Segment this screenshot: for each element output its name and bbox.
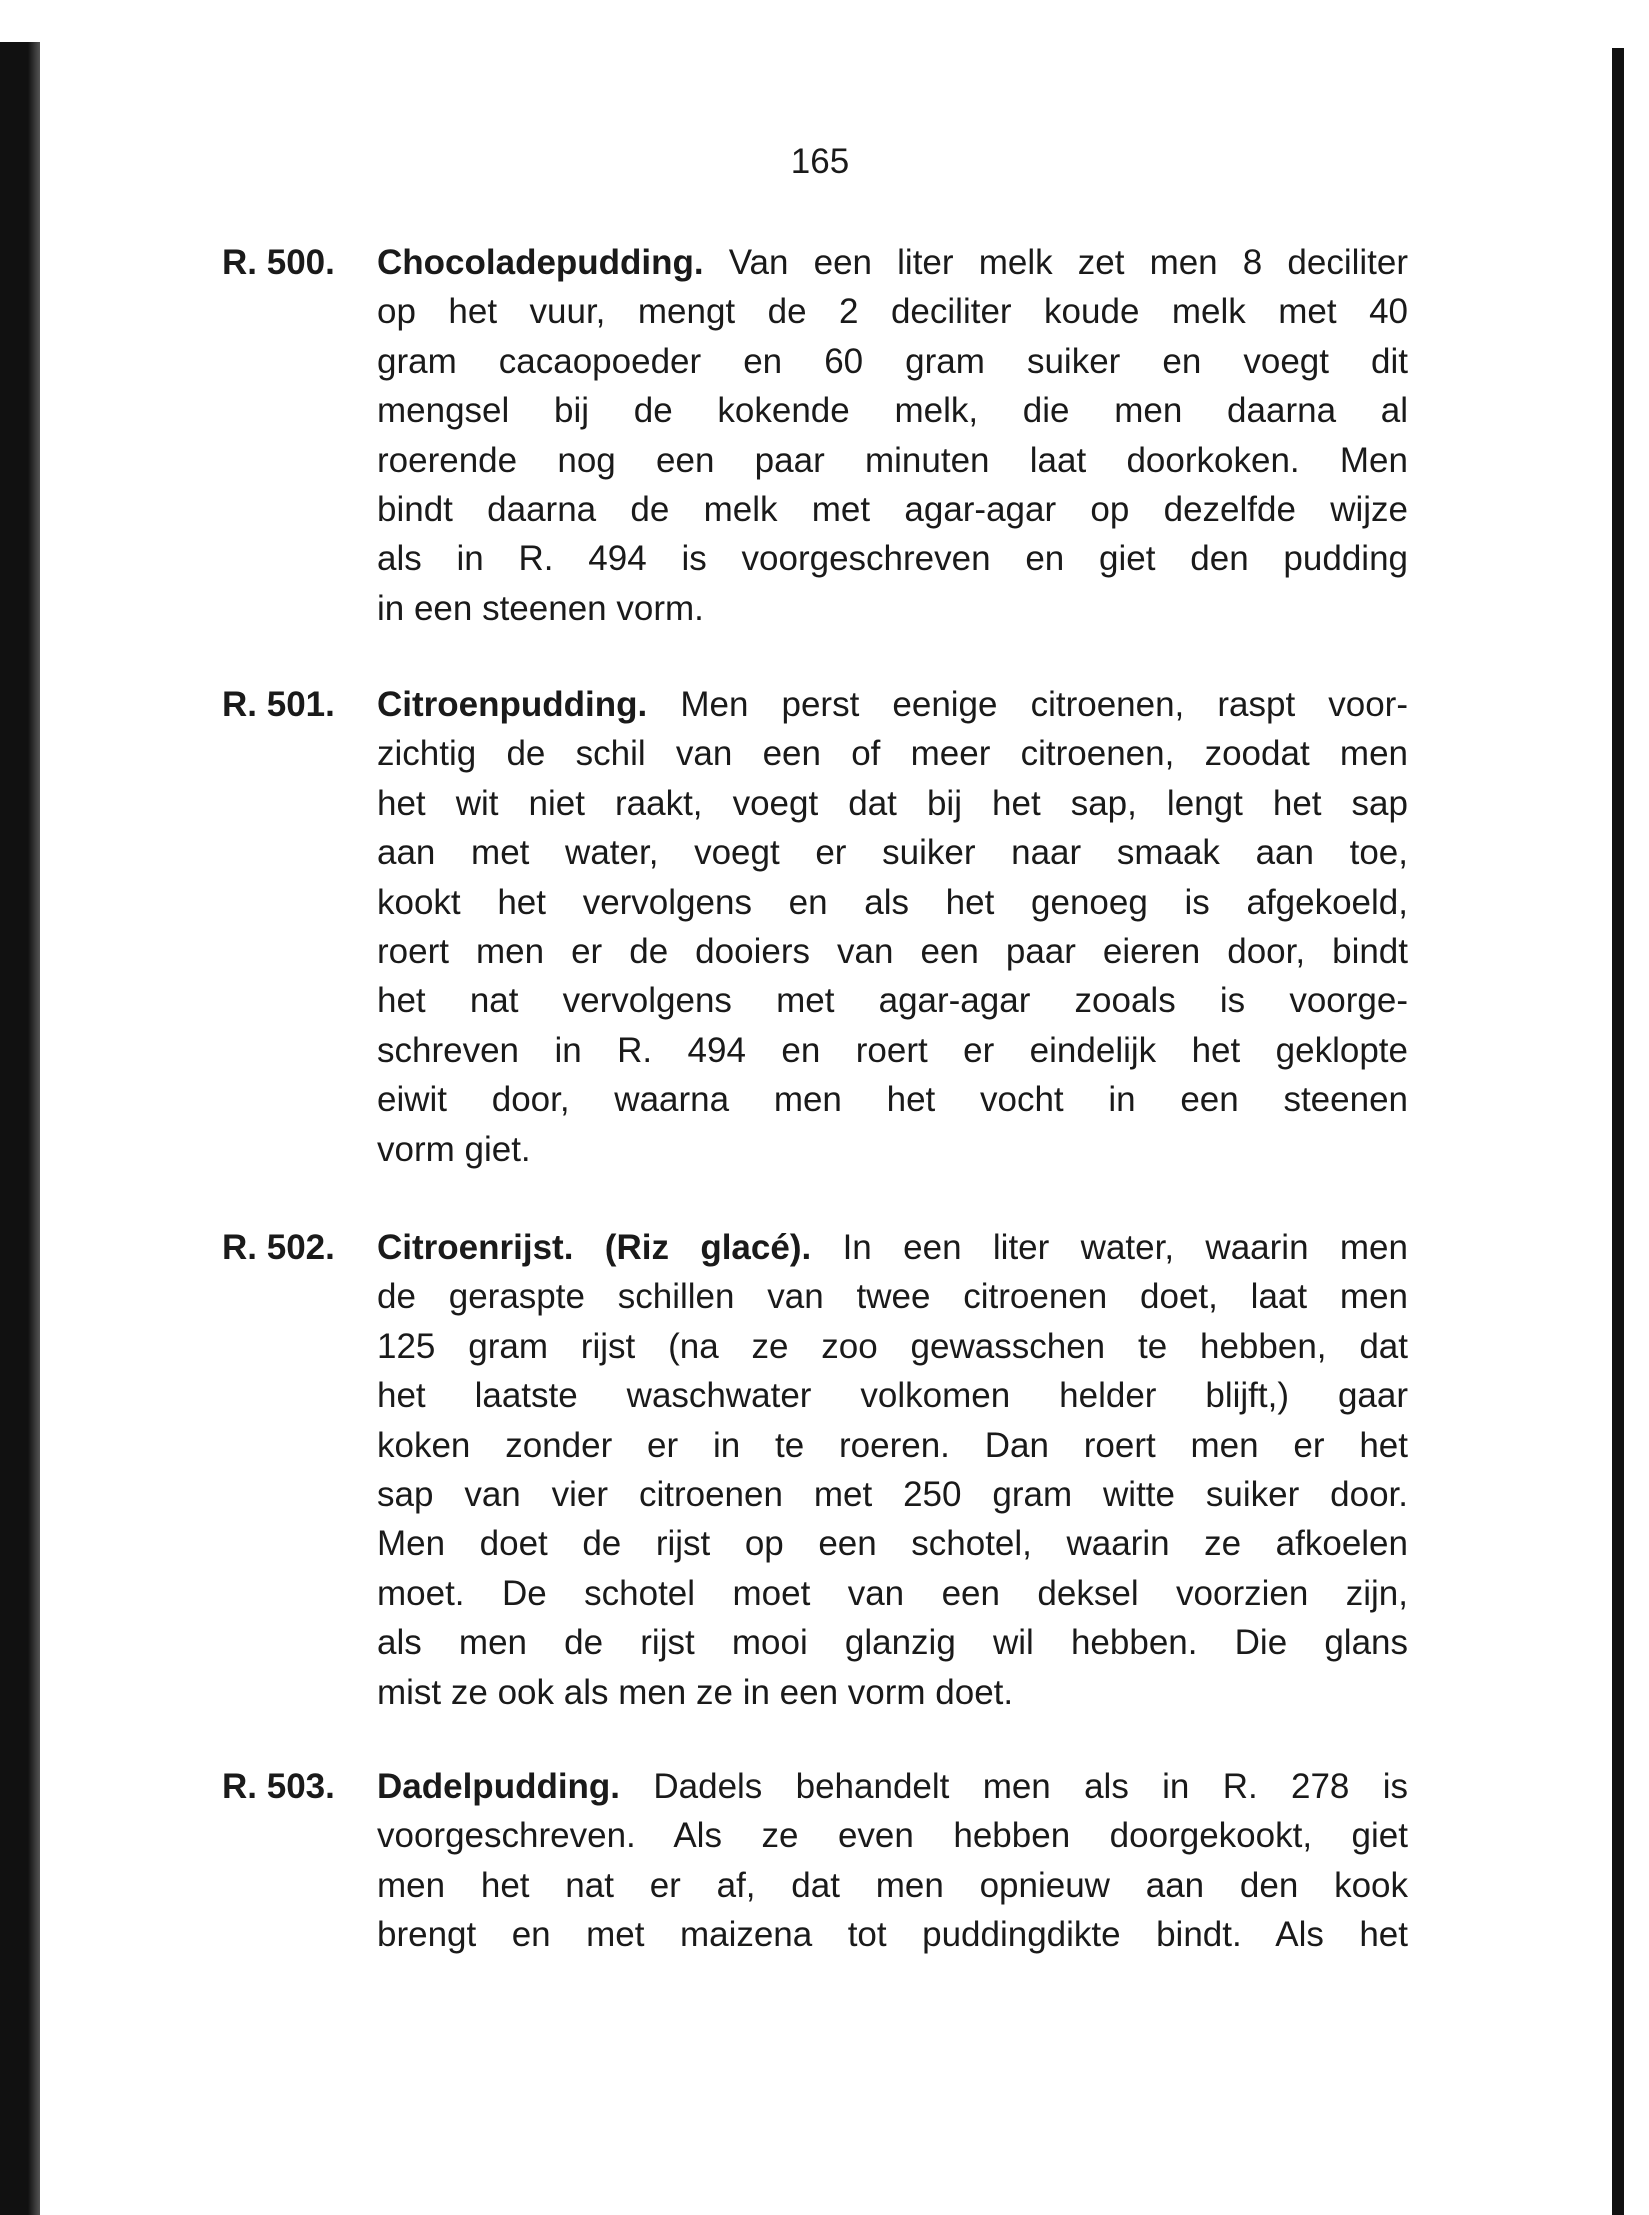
- text-line: [377, 927, 1408, 976]
- line-text: het nat vervolgens met agar-agar zooals is voorge-: [377, 981, 1408, 1021]
- line-text: 125 gram rijst (na ze zoo gewasschen te hebben, dat: [377, 1326, 1408, 1366]
- line-text: aan met water, voegt er suiker naar smaak aan toe,: [377, 833, 1408, 873]
- text-line: [377, 1125, 1408, 1174]
- text-line: [377, 1223, 1408, 1272]
- recipe-number: R. 503.: [222, 1767, 335, 1806]
- line-text: roerende nog een paar minuten laat doorkoken. Men: [377, 440, 1408, 480]
- recipe-number: R. 502.: [222, 1228, 335, 1267]
- text-line: [377, 534, 1408, 583]
- recipe-entry: [222, 1223, 1408, 1717]
- line-text: als men de rijst mooi glanzig wil hebben. Die glans: [377, 1623, 1408, 1663]
- line-text: zichtig de schil van een of meer citroenen, zoodat men: [377, 734, 1408, 774]
- line-text: gram cacaopoeder en 60 gram suiker en voegt dit: [377, 341, 1408, 381]
- recipe-title: Citroenpudding.: [377, 685, 648, 724]
- line-text: roert men er de dooiers van een paar eieren door, bindt: [377, 932, 1408, 972]
- line-text: op het vuur, mengt de 2 deciliter koude melk met 40: [377, 292, 1408, 332]
- recipe-title: Chocoladepudding.: [377, 243, 704, 282]
- text-line: [377, 287, 1408, 336]
- text-line: [377, 238, 1408, 287]
- text-line: [377, 1470, 1408, 1519]
- text-line: [377, 1910, 1408, 1959]
- line-text: vorm giet.: [377, 1129, 531, 1169]
- line-text: Van een liter melk zet men 8 deciliter: [728, 243, 1409, 282]
- line-text: kookt het vervolgens en als het genoeg is afgekoeld,: [377, 882, 1408, 922]
- text-line: [377, 1421, 1408, 1470]
- scan-binding-edge-left: [0, 42, 40, 2215]
- recipe-title: Dadelpudding.: [377, 1767, 621, 1806]
- line-text: bindt daarna de melk met agar-agar op dezelfde wijze: [377, 490, 1408, 530]
- line-text: brengt en met maizena tot puddingdikte bindt. Als het: [377, 1915, 1408, 1955]
- recipe-number: R. 500.: [222, 243, 335, 282]
- line-text: als in R. 494 is voorgeschreven en giet den pudding: [377, 539, 1408, 579]
- recipe-entry: [222, 238, 1408, 633]
- text-line: [377, 878, 1408, 927]
- line-text: moet. De schotel moet van een deksel voorzien zijn,: [377, 1573, 1408, 1613]
- text-line: [377, 1519, 1408, 1568]
- text-line: [377, 1569, 1408, 1618]
- line-text: men het nat er af, dat men opnieuw aan den kook: [377, 1865, 1408, 1905]
- text-line: [377, 386, 1408, 435]
- line-text: Dadels behandelt men als in R. 278 is: [653, 1767, 1408, 1806]
- line-text: Men perst eenige citroenen, raspt voor-: [680, 685, 1408, 724]
- recipe-entry: [222, 1762, 1408, 1960]
- line-text: sap van vier citroenen met 250 gram witte suiker door.: [377, 1475, 1408, 1515]
- line-text: voorgeschreven. Als ze even hebben doorgekookt, giet: [377, 1816, 1408, 1856]
- text-line: [377, 680, 1408, 729]
- scan-edge-right: [1612, 48, 1624, 2215]
- line-text: het laatste waschwater volkomen helder blijft,) gaar: [377, 1376, 1408, 1416]
- text-line: [377, 1811, 1408, 1860]
- text-line: [377, 436, 1408, 485]
- text-line: [377, 1762, 1408, 1811]
- text-line: [377, 1668, 1408, 1717]
- recipe-number: R. 501.: [222, 685, 335, 724]
- line-text: In een liter water, waarin men: [842, 1228, 1408, 1267]
- recipe-title: Citroenrijst. (Riz glacé).: [377, 1228, 812, 1267]
- text-line: [377, 337, 1408, 386]
- text-line: [377, 1618, 1408, 1667]
- line-text: schreven in R. 494 en roert er eindelijk het geklopte: [377, 1030, 1408, 1070]
- line-text: het wit niet raakt, voegt dat bij het sap, lengt het sap: [377, 783, 1408, 823]
- line-text: in een steenen vorm.: [377, 588, 704, 628]
- text-line: [377, 1371, 1408, 1420]
- text-line: [377, 584, 1408, 633]
- line-text: eiwit door, waarna men het vocht in een steenen: [377, 1080, 1408, 1120]
- line-text: mengsel bij de kokende melk, die men daarna al: [377, 391, 1408, 431]
- line-text: mist ze ook als men ze in een vorm doet.: [377, 1672, 1014, 1712]
- text-line: [377, 828, 1408, 877]
- text-line: [377, 729, 1408, 778]
- recipe-entry: [222, 680, 1408, 1174]
- text-line: [377, 485, 1408, 534]
- text-line: [377, 779, 1408, 828]
- line-text: de geraspte schillen van twee citroenen doet, laat men: [377, 1277, 1408, 1317]
- text-line: [377, 1075, 1408, 1124]
- text-line: [377, 1322, 1408, 1371]
- text-line: [377, 1272, 1408, 1321]
- text-line: [377, 976, 1408, 1025]
- line-text: Men doet de rijst op een schotel, waarin ze afkoelen: [377, 1524, 1408, 1564]
- text-line: [377, 1861, 1408, 1910]
- text-line: [377, 1026, 1408, 1075]
- page-number: 165: [790, 142, 850, 181]
- line-text: koken zonder er in te roeren. Dan roert men er het: [377, 1425, 1408, 1465]
